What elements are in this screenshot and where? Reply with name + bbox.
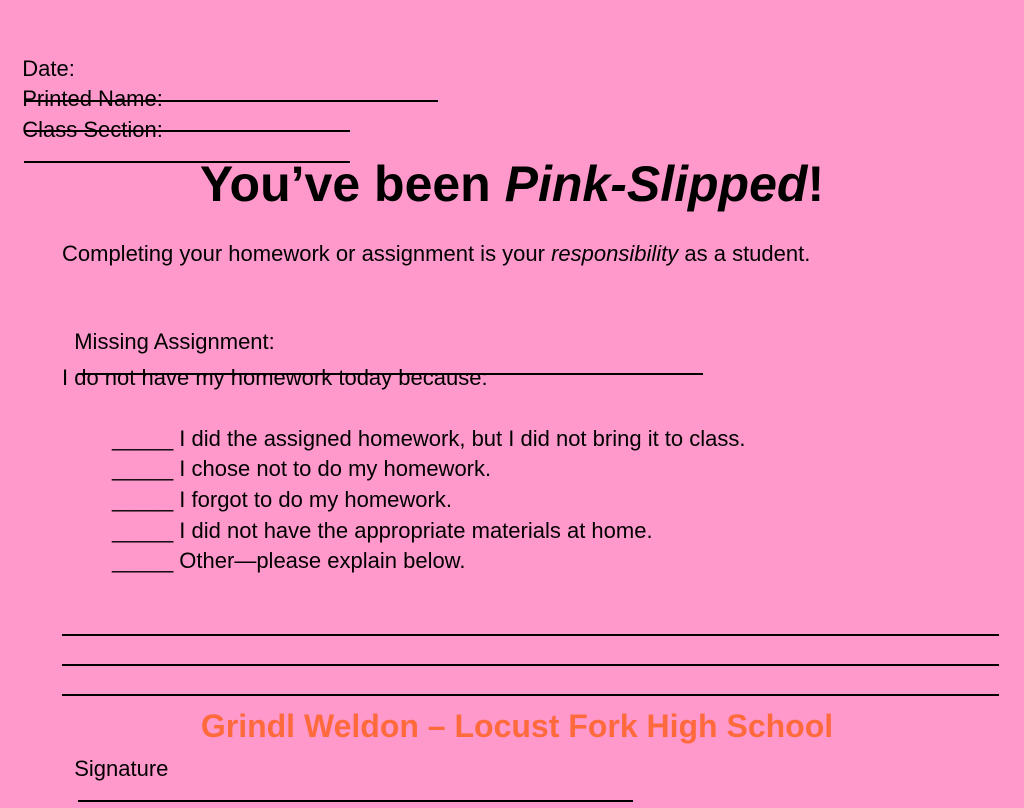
option-blank[interactable]: _____ xyxy=(112,456,174,481)
missing-assignment-label: Missing Assignment: xyxy=(74,329,275,354)
option-blank[interactable]: _____ xyxy=(112,487,174,512)
option-blank[interactable]: _____ xyxy=(112,426,174,451)
class-section-label: Class Section: xyxy=(22,117,163,142)
signature-blank[interactable] xyxy=(78,782,633,802)
school-footer: Grindl Weldon – Locust Fork High School xyxy=(200,708,834,744)
intro-before: Completing your homework or assignment is your xyxy=(62,241,552,266)
option-text: I did the assigned homework, but I did not bring it to class. xyxy=(173,426,746,451)
explanation-line[interactable] xyxy=(62,664,999,666)
option-item[interactable] xyxy=(112,487,452,513)
option-item[interactable] xyxy=(112,456,491,482)
printed-name-label: Printed Name: xyxy=(22,86,163,111)
explanation-line[interactable] xyxy=(62,694,999,696)
option-text: I chose not to do my homework. xyxy=(173,456,492,481)
option-text: I did not have the appropriate materials at home. xyxy=(173,518,653,543)
option-blank[interactable]: _____ xyxy=(112,548,174,573)
option-text: Other—please explain below. xyxy=(173,548,466,573)
option-text: I forgot to do my homework. xyxy=(173,487,452,512)
intro-after: as a student. xyxy=(678,241,811,266)
title-prefix: You’ve been xyxy=(199,156,505,212)
title-emphasis: Pink-Slipped xyxy=(504,156,808,212)
page-title xyxy=(0,152,1024,216)
date-label: Date: xyxy=(22,56,75,81)
intro-emphasis: responsibility xyxy=(551,241,679,266)
option-item[interactable] xyxy=(112,426,746,452)
option-blank[interactable]: _____ xyxy=(112,518,174,543)
intro-text xyxy=(62,241,810,267)
option-item[interactable] xyxy=(112,518,653,544)
explanation-line[interactable] xyxy=(62,634,999,636)
reason-prompt: I do not have my homework today because: xyxy=(62,365,488,390)
title-suffix: ! xyxy=(807,156,825,212)
signature-label: Signature xyxy=(74,756,169,781)
option-item[interactable] xyxy=(112,548,465,574)
